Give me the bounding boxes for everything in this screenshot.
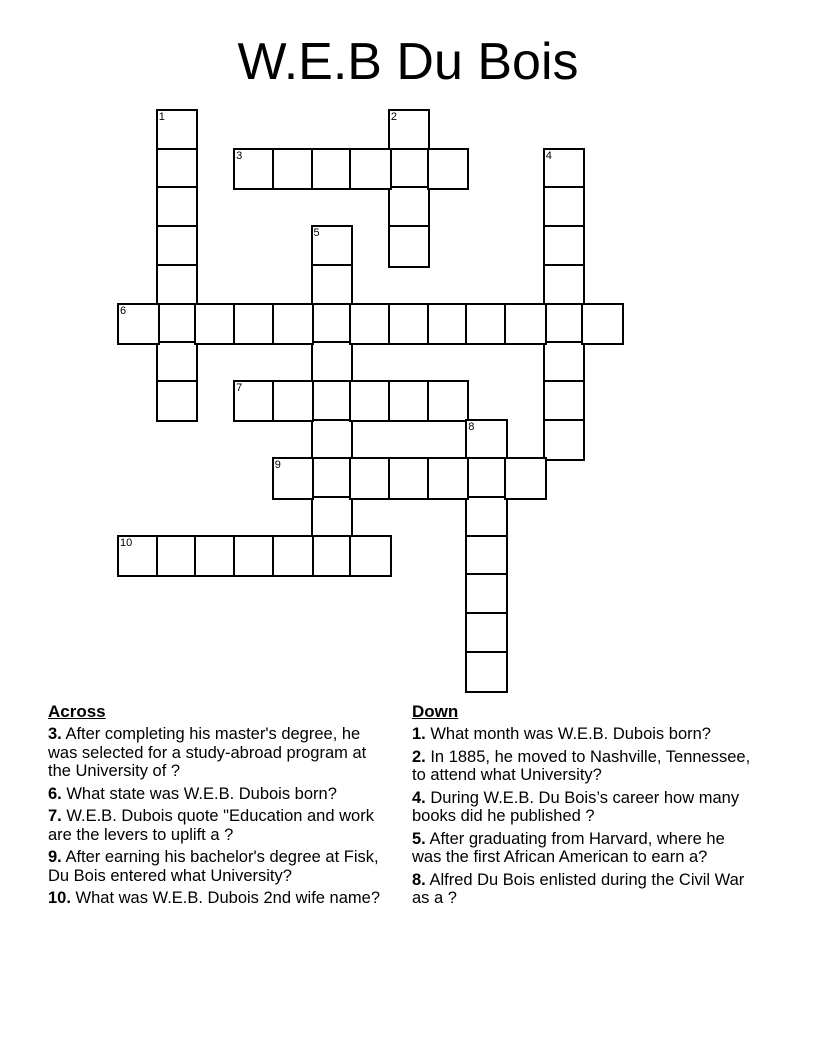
- grid-cell[interactable]: [117, 303, 160, 346]
- clue-text: After graduating from Harvard, where he was the first African American to earn a?: [412, 829, 725, 866]
- grid-cell[interactable]: [465, 496, 508, 539]
- clue-text: What was W.E.B. Dubois 2nd wife name?: [70, 889, 380, 907]
- grid-cell[interactable]: [388, 380, 431, 423]
- grid-cell[interactable]: [349, 148, 392, 191]
- grid-cell[interactable]: [156, 303, 199, 346]
- grid-cell[interactable]: [543, 186, 586, 229]
- clue-across-9: [48, 848, 393, 885]
- cell-number: 9: [274, 459, 281, 472]
- grid-cell[interactable]: [117, 535, 160, 578]
- grid-cell[interactable]: [427, 303, 470, 346]
- clue-down-2: [412, 748, 757, 785]
- clue-down-5: [412, 830, 757, 867]
- across-heading: Across: [48, 702, 106, 721]
- grid-cell[interactable]: [543, 419, 586, 462]
- grid-cell[interactable]: [156, 264, 199, 307]
- grid-cell[interactable]: [388, 303, 431, 346]
- cell-number: 3: [236, 149, 243, 162]
- grid-cell[interactable]: [465, 573, 508, 616]
- grid-cell[interactable]: [388, 457, 431, 500]
- grid-cell[interactable]: [465, 419, 508, 462]
- grid-cell[interactable]: [349, 535, 392, 578]
- page-title: W.E.B Du Bois: [237, 33, 579, 91]
- across-clues: [48, 702, 393, 912]
- grid-cell[interactable]: [349, 380, 392, 423]
- grid-cell[interactable]: [388, 186, 431, 229]
- grid-cell[interactable]: [543, 380, 586, 423]
- grid-cell[interactable]: [543, 225, 586, 268]
- grid-cell[interactable]: [233, 380, 276, 423]
- clue-text: What month was W.E.B. Dubois born?: [425, 725, 711, 743]
- grid-cell[interactable]: [156, 186, 199, 229]
- clue-number: 3.: [48, 725, 62, 743]
- grid-cell[interactable]: [504, 303, 547, 346]
- grid-cell[interactable]: [581, 303, 624, 346]
- grid-cell[interactable]: [427, 380, 470, 423]
- grid-cell[interactable]: [543, 148, 586, 191]
- clue-across-6: [48, 785, 393, 804]
- clue-text: In 1885, he moved to Nashville, Tennessee, to attend what University?: [412, 747, 751, 784]
- grid-cell[interactable]: [311, 225, 354, 268]
- grid-cell[interactable]: [349, 303, 392, 346]
- grid-cell[interactable]: [272, 380, 315, 423]
- clue-number: 10.: [48, 889, 71, 907]
- clue-across-3: [48, 725, 393, 781]
- grid-cell[interactable]: [272, 303, 315, 346]
- grid-cell[interactable]: [156, 380, 199, 423]
- grid-cell[interactable]: [427, 457, 470, 500]
- cell-number: 8: [468, 420, 475, 433]
- clue-text: After earning his bachelor's degree at Fisk, Du Bois entered what University?: [48, 848, 379, 885]
- cell-number: 5: [313, 227, 320, 240]
- clue-down-8: [412, 871, 757, 908]
- grid-cell[interactable]: [194, 535, 237, 578]
- grid-cell[interactable]: [311, 303, 354, 346]
- grid-cell[interactable]: [543, 264, 586, 307]
- grid-cell[interactable]: [311, 380, 354, 423]
- down-heading: Down: [412, 702, 459, 721]
- grid-cell[interactable]: [388, 148, 431, 191]
- grid-cell[interactable]: [388, 225, 431, 268]
- grid-cell[interactable]: [388, 109, 431, 152]
- clue-number: 5.: [412, 829, 426, 848]
- clue-text: Alfred Du Bois enlisted during the Civil War as a ?: [412, 870, 745, 907]
- clue-across-7: [48, 807, 393, 844]
- clue-down-1: [412, 725, 757, 744]
- clue-number: 7.: [48, 807, 62, 825]
- down-clues: [412, 702, 757, 912]
- clue-number: 4.: [412, 788, 426, 807]
- clue-down-4: [412, 789, 757, 826]
- grid-cell[interactable]: [504, 457, 547, 500]
- grid-cell[interactable]: [465, 535, 508, 578]
- grid-cell[interactable]: [156, 535, 199, 578]
- grid-cell[interactable]: [465, 457, 508, 500]
- clue-text: After completing his master's degree, he was selected for a study-abroad program at the University of ?: [48, 725, 367, 780]
- cell-number: 7: [236, 381, 243, 394]
- grid-cell[interactable]: [311, 148, 354, 191]
- cell-number: 1: [158, 111, 165, 123]
- clue-number: 8.: [412, 870, 426, 889]
- clue-number: 9.: [48, 848, 62, 866]
- clue-number: 2.: [412, 747, 426, 766]
- grid-cell[interactable]: [156, 225, 199, 268]
- clue-number: 6.: [48, 784, 62, 803]
- grid-cell[interactable]: [156, 341, 199, 384]
- grid-cell[interactable]: [311, 341, 354, 384]
- grid-cell[interactable]: [311, 457, 354, 500]
- cell-number: 2: [390, 111, 398, 123]
- clue-number: 1.: [412, 725, 426, 743]
- grid-cell[interactable]: [311, 264, 354, 307]
- grid-cell[interactable]: [311, 535, 354, 578]
- grid-cell[interactable]: [272, 457, 315, 500]
- grid-cell[interactable]: [233, 303, 276, 346]
- cell-number: 10: [120, 536, 133, 549]
- clue-text: During W.E.B. Du Bois’s career how many books did he published ?: [412, 788, 740, 825]
- grid-cell[interactable]: [272, 148, 315, 191]
- grid-cell[interactable]: [233, 148, 276, 191]
- cell-number: 6: [120, 304, 127, 317]
- grid-cell[interactable]: [543, 341, 586, 384]
- clue-text: What state was W.E.B. Dubois born?: [61, 784, 337, 803]
- grid-cell[interactable]: [311, 496, 354, 539]
- grid-cell[interactable]: [465, 651, 508, 694]
- grid-cell[interactable]: [465, 612, 508, 655]
- clue-text: W.E.B. Dubois quote "Education and work are the levers to uplift a ?: [48, 807, 374, 844]
- grid-cell[interactable]: [349, 457, 392, 500]
- grid-cell[interactable]: [156, 148, 199, 191]
- grid-cell[interactable]: [194, 303, 237, 346]
- cell-number: 4: [545, 149, 552, 162]
- clue-across-10: [48, 889, 393, 908]
- grid-cell[interactable]: [543, 303, 586, 346]
- grid-cell[interactable]: [233, 535, 276, 578]
- grid-cell[interactable]: [427, 148, 470, 191]
- grid-cell[interactable]: [465, 303, 508, 346]
- grid-cell[interactable]: [156, 109, 199, 152]
- grid-cell[interactable]: [311, 419, 354, 462]
- grid-cell[interactable]: [272, 535, 315, 578]
